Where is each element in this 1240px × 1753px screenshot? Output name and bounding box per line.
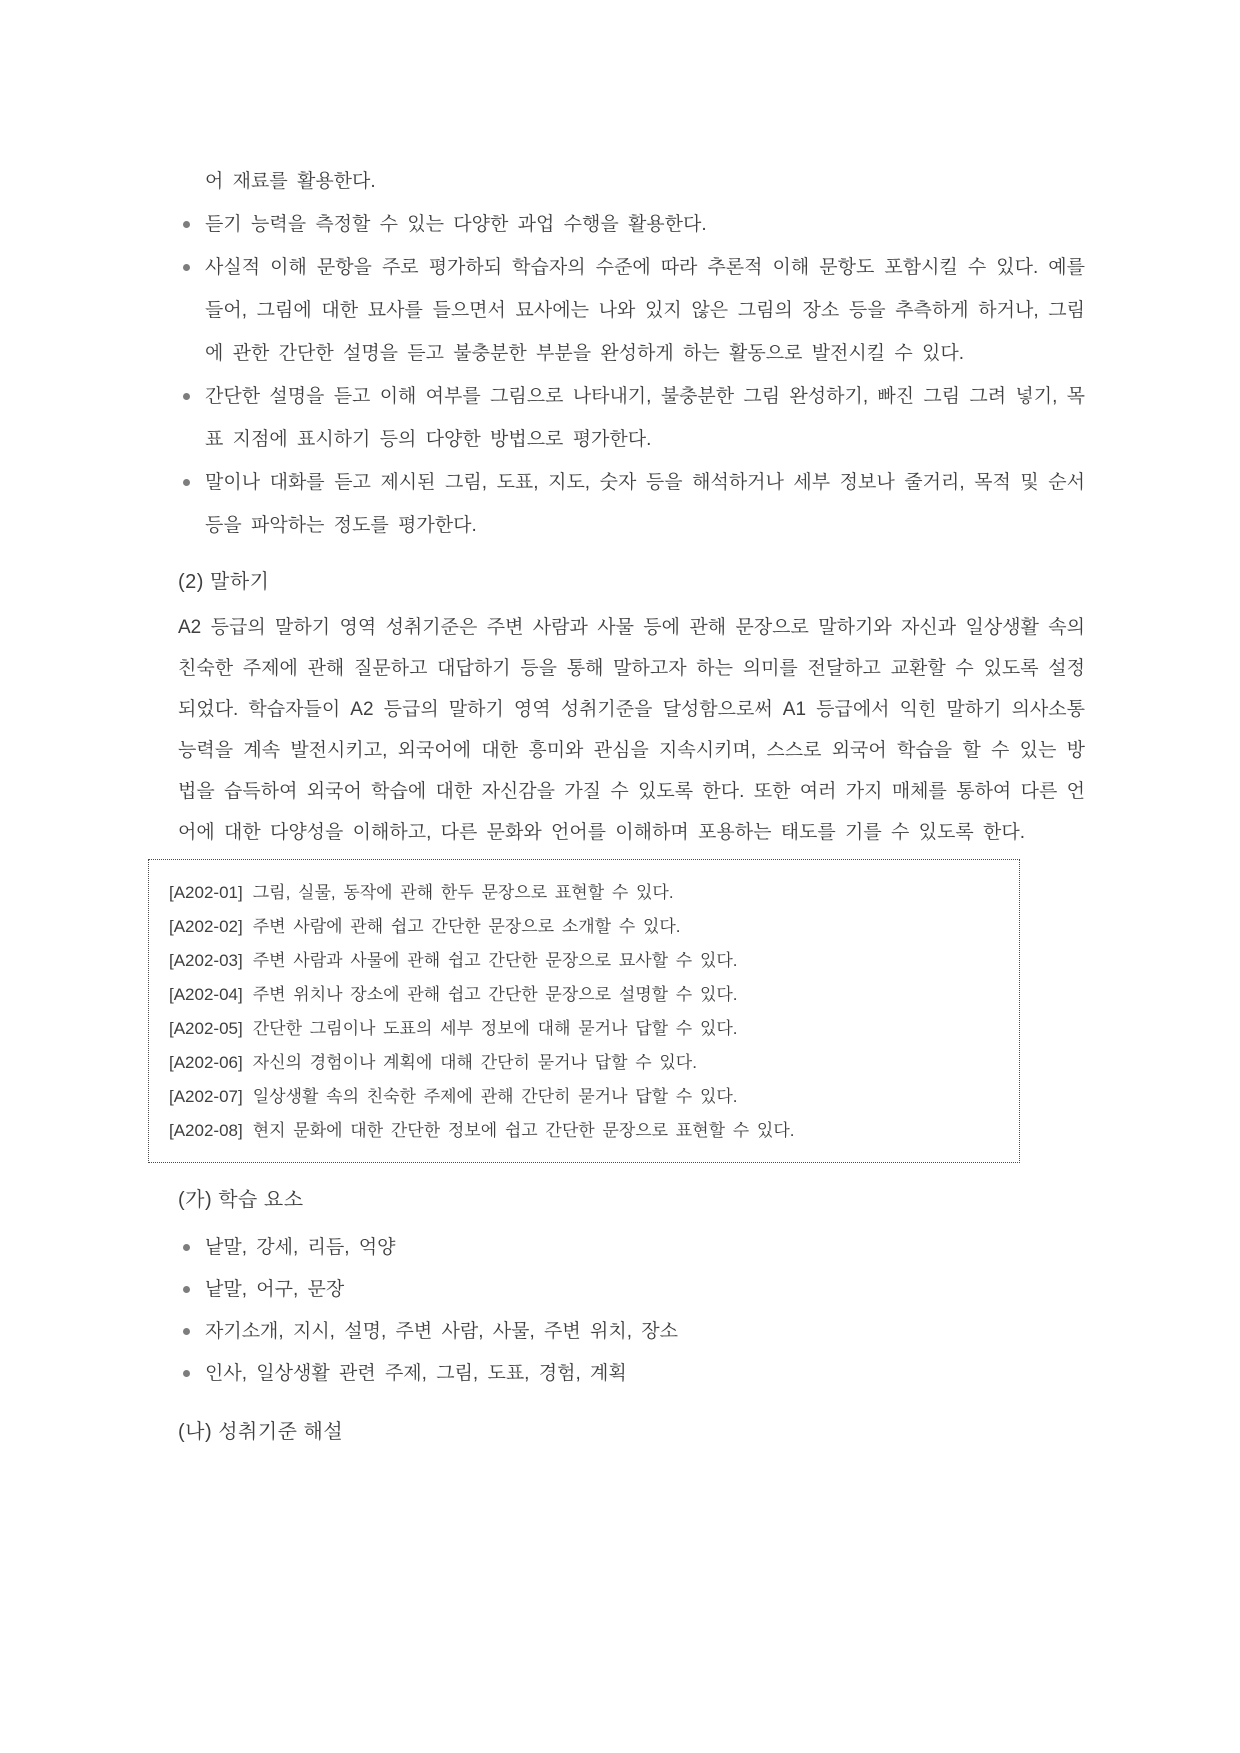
list-item-continuation: 어 재료를 활용한다. — [205, 171, 376, 192]
standard-item — [169, 1080, 1001, 1114]
bullet-item — [205, 375, 1085, 461]
bullet-item — [205, 1227, 1085, 1269]
bullet-text: 사실적 이해 문항을 주로 평가하되 학습자의 수준에 따라 추론적 이해 문항도 포함시킬 수 있다. 예를 들어, 그림에 대한 묘사를 들으면서 묘사에는 나와 있지 않은 그림의 장소 등을 추측하게 하거나, 그림에 관한 간단한 설명을 듣고 불충분한 부분을 완성하게 하는 활동으로 발전시킬 수 있다. — [205, 257, 1085, 364]
bullet-icon — [183, 1328, 190, 1335]
standard-text: 자신의 경험이나 계획에 대해 간단히 묻거나 답할 수 있다. — [252, 1053, 697, 1072]
bullet-text: 자기소개, 지시, 설명, 주변 사람, 사물, 주변 위치, 장소 — [205, 1321, 678, 1342]
learning-elements-list — [178, 1227, 1085, 1395]
bullet-item — [205, 461, 1085, 547]
bullet-icon — [183, 1244, 190, 1251]
bullet-icon — [183, 479, 190, 486]
bullet-item — [205, 1311, 1085, 1353]
section-heading-commentary: (나) 성취기준 해설 — [178, 1421, 344, 1443]
standard-text: 일상생활 속의 친숙한 주제에 관해 간단히 묻거나 답할 수 있다. — [252, 1087, 738, 1106]
evaluation-bullet-list — [178, 203, 1085, 547]
bullet-text: 인사, 일상생활 관련 주제, 그림, 도표, 경험, 계획 — [205, 1363, 627, 1384]
bullet-icon — [183, 264, 190, 271]
standard-text: 주변 위치나 장소에 관해 쉽고 간단한 문장으로 설명할 수 있다. — [252, 985, 738, 1004]
section-heading-learning-elements: (가) 학습 요소 — [178, 1189, 304, 1211]
standard-code: [A202-07] — [169, 1087, 243, 1106]
standard-text: 현지 문화에 대한 간단한 정보에 쉽고 간단한 문장으로 표현할 수 있다. — [252, 1121, 795, 1140]
standard-item — [169, 876, 1001, 910]
bullet-item — [205, 1353, 1085, 1395]
standard-text: 주변 사람과 사물에 관해 쉽고 간단한 문장으로 묘사할 수 있다. — [252, 951, 738, 970]
standard-code: [A202-05] — [169, 1019, 243, 1038]
standard-code: [A202-04] — [169, 985, 243, 1004]
standard-item — [169, 1012, 1001, 1046]
standard-text: 주변 사람에 관해 쉽고 간단한 문장으로 소개할 수 있다. — [252, 917, 681, 936]
bullet-icon — [183, 1286, 190, 1293]
bullet-text: 낱말, 어구, 문장 — [205, 1279, 345, 1300]
bullet-text: 말이나 대화를 듣고 제시된 그림, 도표, 지도, 숫자 등을 해석하거나 세부 정보나 줄거리, 목적 및 순서 등을 파악하는 정도를 평가한다. — [205, 472, 1085, 536]
standard-code: [A202-03] — [169, 951, 243, 970]
standard-item — [169, 910, 1001, 944]
achievement-standards-box — [148, 859, 1020, 1163]
standard-code: [A202-01] — [169, 883, 243, 902]
standard-item — [169, 1046, 1001, 1080]
bullet-item — [205, 246, 1085, 375]
bullet-icon — [183, 1370, 190, 1377]
bullet-icon — [183, 221, 190, 228]
standard-item — [169, 944, 1001, 978]
document-content — [169, 160, 1085, 1447]
bullet-item — [205, 203, 1085, 246]
bullet-text: 낱말, 강세, 리듬, 억양 — [205, 1237, 396, 1258]
standard-code: [A202-06] — [169, 1053, 243, 1072]
standard-text: 간단한 그림이나 도표의 세부 정보에 대해 묻거나 답할 수 있다. — [252, 1019, 738, 1038]
bullet-text: 듣기 능력을 측정할 수 있는 다양한 과업 수행을 활용한다. — [205, 214, 707, 235]
standard-code: [A202-02] — [169, 917, 243, 936]
bullet-icon — [183, 393, 190, 400]
bullet-text: 간단한 설명을 듣고 이해 여부를 그림으로 나타내기, 불충분한 그림 완성하기, 빠진 그림 그려 넣기, 목표 지점에 표시하기 등의 다양한 방법으로 평가한다. — [205, 386, 1085, 450]
speaking-description-paragraph: A2 등급의 말하기 영역 성취기준은 주변 사람과 사물 등에 관해 문장으로 말하기와 자신과 일상생활 속의 친숙한 주제에 관해 질문하고 대답하기 등을 통해 말하고자 하는 의미를 전달하고 교환할 수 있도록 설정되었다. 학습자들이 A2 등급의 말하기 영역 성취기준을 달성함으로써 A1 등급에서 익힌 말하기 의사소통능력을 계속 발전시키고, 외국어에 대한 흥미와 관심을 지속시키며, 스스로 외국어 학습을 할 수 있는 방법을 습득하여 외국어 학습에 대한 자신감을 가질 수 있도록 한다. 또한 여러 가지 매체를 통하여 다른 언어에 대한 다양성을 이해하고, 다른 문화와 언어를 이해하며 포용하는 태도를 기를 수 있도록 한다. — [178, 617, 1085, 843]
bullet-item — [205, 1269, 1085, 1311]
standard-item — [169, 978, 1001, 1012]
standard-item — [169, 1114, 1001, 1148]
standard-text: 그림, 실물, 동작에 관해 한두 문장으로 표현할 수 있다. — [252, 883, 674, 902]
standard-code: [A202-08] — [169, 1121, 243, 1140]
section-heading-speaking: (2) 말하기 — [178, 571, 270, 593]
